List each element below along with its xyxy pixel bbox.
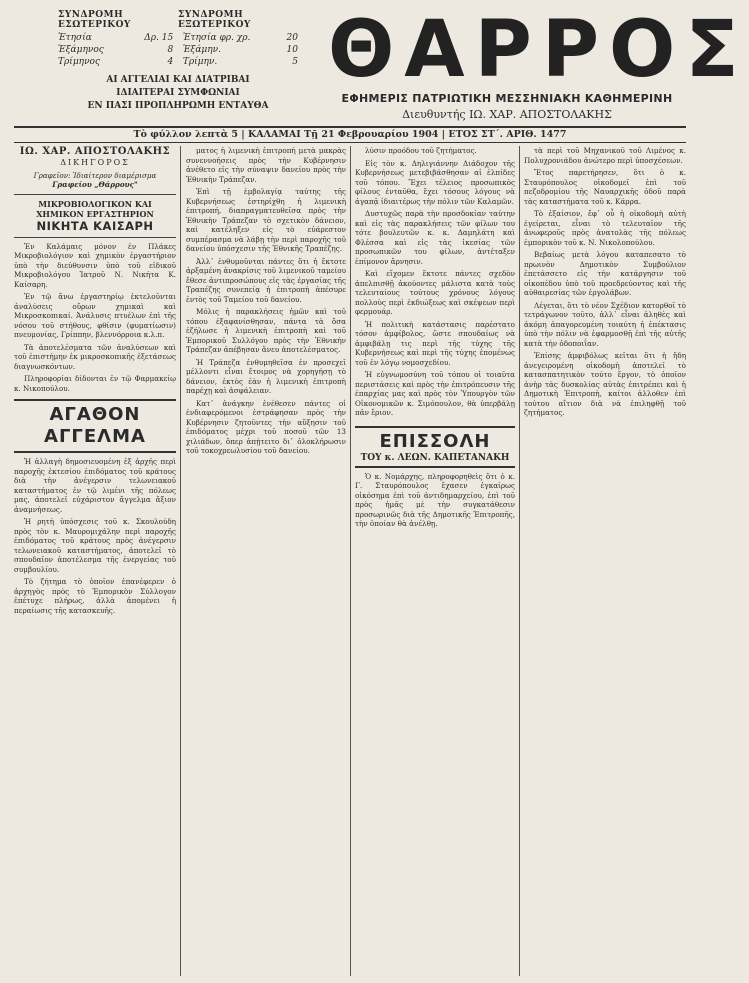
- rate-value: Δρ. 15: [144, 33, 174, 43]
- article-paragraph: Ἡ εὐγνωμοσύνη τοῦ τόπου οἱ τοιαῦτα περιστάσεις καὶ πρὸς τὴν ἐπιτρόπευσιν τῆς ἐπαρχίας μας καὶ πρὸς τὸν Ὑπουργὸν τῶν Οἰκονομικῶν κ. Σιμόπουλον, θὰ ὑπερβάλῃ πᾶν ἔριον.: [355, 370, 515, 417]
- lawyer-office: Γραφείου „Θάρρους": [52, 180, 138, 189]
- column-3: [355, 146, 515, 976]
- agreements-note: ΙΔΙΑΙΤΕΡΑΙ ΣΥΜΦΩΝΙΑΙ: [116, 88, 240, 98]
- news-paragraph: Ἡ ρητὴ ὑπόσχεσις τοῦ κ. Σκουλούδη πρὸς τὸν κ. Μαυρομιχάλην περὶ παροχῆς ἐπιδόματος τοῦ κράτους πρὸς ἀνέγερσιν τελωνειακοῦ καταστήματος, ἀποτελεῖ τὸ σπουδαῖον ἀποτέλεσμα τῆς ἐνεργείας τοῦ συμβουλίου.: [14, 517, 176, 574]
- article-paragraph: Ἡ Τράπεζα ἐνθυμηθεῖσα ἐν προσεχεῖ μέλλοντι εἶναι ἔτοιμος νὰ χορηγήσῃ τὸ δάνειον, ἐκτὸς ἐὰν ἡ λιμενικὴ ἐπιτροπὴ παρέχῃ καὶ ἀσφάλειαν.: [186, 357, 346, 395]
- column-divider: [519, 146, 520, 976]
- article-paragraph: Τὸ ἐξαίσιον, ἔφ᾽ οὗ ἡ οἰκοδομὴ αὐτὴ ἐγείρεται, εἶναι τὸ τελευταῖον τῆς ἀνωφεροῦς πρὸς ἀνατολὰς τῆς πόλεως ἐμπορικὸν τοῦ κ. Ν. Νικολοπούλου.: [524, 209, 686, 247]
- divider: [14, 237, 176, 238]
- lab-paragraph: Ἐν Καλάμαις μόνον ἐν Πλάκες Μικροβιολόγιον καὶ χημικὸν ἐργαστήριον ὑπὸ τὴν διεύθυνσιν ὑπὸ τοῦ εἰδικοῦ Μικροβιολόγου Ἰατροῦ Ν. Νικήτα Κ. Καίσαρη.: [14, 241, 176, 289]
- newspaper-page: [14, 5, 749, 976]
- lab-name: ΝΙΚΗΤΑ ΚΑΙΣΑΡΗ: [36, 218, 154, 233]
- article-paragraph: Κατ᾽ ἀνάγκην ἐνέθεσεν πάντες οἱ ἐνδιαφερόμενοι ἐστράφησαν πρὸς τὴν Κυβέρνησιν ζητοῦντες τὴν αὔξησιν τοῦ ἐπιδόματος μέχρι τοῦ ποσοῦ τῶν 13 χιλιάδων, ὅπερ ἀπῄτειτο δι᾽ ὁλοκλήρωσιν τοῦ τοκοχρεωλυσίου τοῦ δανείου.: [186, 398, 346, 455]
- subscription-box: [58, 10, 298, 113]
- subs-domestic-heading: ΣΥΝΔΡΟΜΗ ΕΣΩΤΕΡΙΚΟΥ: [58, 10, 131, 30]
- editor-line: Διευθυντής ΙΩ. ΧΑΡ. ΑΠΟΣΤΟΛΑΚΗΣ: [402, 108, 612, 121]
- rate-value: 5: [292, 57, 298, 67]
- letter-subheadline: ΤΟΥ κ. ΛΕΩΝ. ΚΑΠΕΤΑΝΑΚΗ: [360, 452, 510, 463]
- ads-note: ΑΙ ΑΓΓΕΛΙΑΙ ΚΑΙ ΔΙΑΤΡΙΒΑΙ: [106, 75, 250, 85]
- column-4: [524, 146, 686, 976]
- article-paragraph: Βεβαίως μετὰ λόγου καταπεσατο τὸ πρωινὸν Δημοτικὸν Συμβούλιον ἐπετάσσετο εἰς τὴν κατάργησιν τοῦ οἰκοπέδου ὑπὸ τοῦ προεδρεύοντος καὶ τῆς αὐθαιρεσίας τῶν ἐργολάβων.: [524, 250, 686, 297]
- news-paragraph: Τὸ ζήτημα τὸ ὁποῖον ἐπανέφερεν ὁ ἀρχηγὸς πρὸς τὸ Ἐμπορικὸν Σύλλογον ἐπέτυχε πλήρως, ἀλλὰ ἀπομένει ἡ περαίωσις τῆς κατασκευῆς.: [14, 577, 176, 615]
- column-1: [14, 146, 176, 976]
- article-paragraph: Καὶ εἴχομεν ἔκτοτε πάντες σχεδὸν ἀπελπισθῇ ἀκούοντες μάλιστα κατὰ τοὺς τελευταίους τούτους χρόνους λόγους πολλοὺς περὶ ἐκδιώξεως καὶ σκέψεων περὶ φερμουάρ.: [355, 269, 515, 316]
- article-paragraph: Ἔτος παρετήρησεν, ὅτι ὁ κ. Σταυρόπουλος οἰκοδομεῖ ἐπὶ τοῦ πεζοδρομίου τῆς Ναυαρχικῆς ὁδοῦ παρὰ τὰς καταστήματα τοῦ κ. Κάρρα.: [524, 168, 686, 206]
- newspaper-subtitle: ΕΦΗΜΕΡΙΣ ΠΑΤΡΙΩΤΙΚΗ ΜΕΣΣΗΝΙΑΚΗ ΚΑΘΗΜΕΡΙΝΗ: [341, 92, 673, 105]
- letter-paragraph: Ὁ κ. Νομάρχης, πληροφορηθεὶς ὅτι ὁ κ. Γ. Σταυρόπουλος ἔχασεν ἐγκαίρως οἰκόσημα ἐπὶ τοῦ ἀντιδημαρχείου, ἐπὶ τοῦ πρὸς ἡμᾶς μὲ τὴν συγκατάθεσιν προσωρινῶς διὰ τῆς Δημοτικῆς Ἐπιτροπῆς, τὴν ὁποίαν θὰ ἀνέλθῃ.: [355, 471, 515, 528]
- lawyer-role: ΔΙΚΗΓΟΡΟΣ: [60, 158, 130, 167]
- rate-label: Ἐτησία φρ. χρ.: [182, 33, 251, 43]
- masthead-rule: [14, 126, 686, 128]
- article-paragraph: Εἰς τὸν κ. Δηλιγιάννην Διάδοχον τῆς Κυβερνήσεως μετεβιβάσθησαν αἱ ἐλπίδες τοῦ τόπου. Ἔχει τέλειος προσωπικὸς φίλους ἐνταῦθα, ἔχει τόσους λόγους νὰ ἀγαπᾷ ἰδιαιτέρως τὴν πόλιν τῶν Καλαμῶν.: [355, 158, 515, 206]
- rate-label: Τρίμην.: [182, 57, 218, 67]
- rate-label: Ἑξάμην.: [182, 45, 221, 55]
- article-paragraph: Ἐπὶ τῇ ἐμβολαγίᾳ ταύτης τῆς Κυβερνήσεως ἐστηρίχθη ἡ λιμενικὴ ἐπιτροπή, διαπραγματευθεῖσα πρὸς τὴν Ἐθνικὴν Τράπεζαν τὸ σχετικὸν δάνειον, καὶ κατέληξεν εἰς τὸ εὐάρεστον συμπέρασμα νὰ λάβῃ τὴν περὶ παροχῆς τοῦ δανείου ὑπόσχεσιν τῆς Ἐθνικῆς Τραπέζης.: [186, 187, 346, 253]
- article-paragraph: Ἡ πολιτικὴ κατάστασις παρέστατο τόσον ἀμφίβολος, ὥστε σπουδαίως νὰ ἀμφιβάλῃ τις περὶ τῆς τύχης τῆς Κυβερνήσεως καὶ περὶ τῆς τύχης ἐπομένως τοῦ ἐν λόγῳ νομοσχεδίου.: [355, 319, 515, 367]
- lab-paragraph: Τὰ ἀποτελέσματα τῶν ἀναλύσεων καὶ τοῦ ἐπιστήμην ἐκ μικροσκοπικῆς ἐξετάσεως διαγνωσκόντων.: [14, 342, 176, 371]
- prepayment-note: ΕΝ ΠΑΣΙ ΠΡΟΠΛΗΡΩΜΗ ΕΝΤΑΥΘΑ: [87, 101, 269, 111]
- dateline-rule: [14, 142, 686, 143]
- rate-label: Ἑξάμηνος: [58, 45, 104, 55]
- rate-label: Τρίμηνος: [58, 57, 100, 67]
- news-headline: ΑΓΑΘΟΝ ΑΓΓΕΛΜΑ: [44, 404, 146, 447]
- rate-value: 8: [167, 45, 174, 55]
- letter-headline: ΕΠΙΣΣΟΛΗ: [379, 430, 491, 452]
- lab-heading: ΜΙΚΡΟΒΙΟΛΟΓΙΚΟΝ ΚΑΙ ΧΗΜΙΚΟΝ ΕΡΓΑΣΤΗΡΙΟΝ: [36, 198, 154, 219]
- rate-value: 10: [286, 45, 298, 55]
- article-paragraph: τὰ περὶ τοῦ Μηχανικοῦ τοῦ Λιμένος κ. Πολυχρονιάδου ἀνώτερο περὶ ὑποσχέσεων.: [524, 146, 686, 165]
- dateline: Τὸ φύλλον λεπτὰ 5 | ΚΑΛΑΜΑΙ Τῇ 21 Φεβρουαρίου 1904 | ΕΤΟΣ ΣΤ΄. ΑΡΙΘ. 1477: [133, 129, 567, 140]
- news-paragraph: Ἡ ἀλλαγὴ δημοσιευομένη ἐξ ἀρχῆς περὶ παροχῆς ἐκτεσίου ἐπιδόματος τοῦ κράτους διὰ τὴν ἀνέγερσιν τελωνειακοῦ καταστήματος ἐν τῷ λιμένι τῆς πόλεως μας, ἀποτελεῖ εὐχάριστον ἄγγελμα ἄξιον ἀναμνήσεως.: [14, 457, 176, 514]
- article-paragraph: ματος ἡ λιμενικὴ ἐπιτροπὴ μετὰ μακρὰς συνεννοήσεις πρὸς τὴν Κυβέρνησιν ἀνέθετο εἰς τὴν σύναψιν δανείου πρὸς τὴν Ἐθνικὴν Τράπεζαν.: [186, 146, 346, 184]
- newspaper-title: ΘΑΡΡΟΣ: [328, 5, 749, 95]
- column-divider: [350, 146, 351, 976]
- article-paragraph: Ἐπίσης ἀμφιβόλως κεῖται ὅτι ἡ ἤδη ἀνεγειρομένη οἰκοδομὴ ἀποτελεῖ τὸ κατασπατητικὸν τούτο ἔργον, τὸ ὁποῖον ἀνὴρ τὰς δυσκολίας αὐτὰς ἐπιτρέπει καὶ ἡ Δημοτικὴ Ἐπιτροπὴ, καίτοι ἀλλοθεν ἐπὶ τούτου αἴτιον διὰ νὰ ἐπιληφθῇ τοῦ ζητήματος.: [524, 351, 686, 417]
- article-paragraph: Ἀλλ᾽ ἐνθυμοῦνται πάντες ὅτι ἡ ἔκτοτε ἀρξαμένη ἀνακρίσις τοῦ λιμενικοῦ ταμείου ἔθεσε ἀντιπροσώπους εἰς τὰς ἐργασίας τῆς Τραπέζης συνεπείᾳ ἡ ἐπιτροπὴ ἀπέσυρε ἐντὸς τοῦ Ταμείου τοῦ δανείου.: [186, 256, 346, 304]
- article-paragraph: Λέγεται, ὅτι τὸ νέον Σχέδιον κατορθοῖ τὸ τετράγωνον τοῦτο, ἀλλ᾽ εἶναι ἀληθὲς καὶ ἀκόμη ἀπαγορευμένη τοιαύτη ἡ ἐπέκτασις ὑπὸ τὴν πόλιν νὰ ἐφαρμοσθῇ ἐπὶ τῆς αὐτῆς κατὰ τὴν ὁδοποιΐαν.: [524, 300, 686, 348]
- rate-value: 4: [167, 57, 174, 67]
- column-2: [186, 146, 346, 976]
- column-divider: [180, 146, 181, 976]
- lawyer-office-text: Γραφεῖον: Ἰδιαίτερον διαμέρισμα: [33, 170, 157, 180]
- article-paragraph: Δυστυχῶς παρὰ τὴν προσδοκίαν ταύτην καὶ εἰς τὰς παρακλήσεις τῶν φίλων του τότε βουλευτῶν κ. κ. Δαμηλάτη καὶ Φλέσσα καὶ εἰς τὰς ἱκεσίας τῶν προσωπικῶν του φίλων, ἀντέταξεν ἐπίμονον ἄρνησιν.: [355, 209, 515, 266]
- lab-paragraph: Ἐν τῷ ἄνω ἐργαστηρίῳ ἐκτελοῦνται ἀναλύσεις οὔρων χημικαὶ καὶ Μικροσκοπικαί. Ἀνάλυσις πτυέλων ἐπὶ τῆς νόσου τοῦ στήθους, φθίσιν (φυματίωσιν) πνευμονίας, Γρίππην, βλεννόρροια κ.λ.π.: [14, 292, 176, 339]
- rate-value: 20: [286, 33, 298, 43]
- article-paragraph: λύσιν προόδου τοῦ ζητήματος.: [365, 146, 477, 155]
- subs-foreign-heading: ΣΥΝΔΡΟΜΗ ΕΞΩΤΕΡΙΚΟΥ: [178, 10, 251, 30]
- article-paragraph: Μόλις ἡ παρακλήσεις ἡμῶν καὶ τοῦ τόπου ἐξαφανίσθησαν, πάντα τὰ ὅσα ἐζήλωσε ἡ λιμενικὴ ἐπιτροπὴ καὶ τοῦ Ἐμπορικοῦ Συλλόγου πρὸς τὴν Ἐθνικὴν Τράπεζαν ἀπέβησαν ἄνευ ἀποτελέσματος.: [186, 307, 346, 354]
- lawyer-name: ΙΩ. ΧΑΡ. ΑΠΟΣΤΟΛΑΚΗΣ: [19, 146, 171, 157]
- rate-label: Ἐτησία: [58, 33, 92, 43]
- divider: [14, 194, 176, 195]
- subs-domestic-rates: [58, 32, 173, 68]
- subs-foreign-rates: [183, 32, 298, 68]
- lab-paragraph: Πληροφορίαι δίδονται ἐν τῷ Φαρμακείῳ κ. Νικοπούλου.: [14, 374, 176, 393]
